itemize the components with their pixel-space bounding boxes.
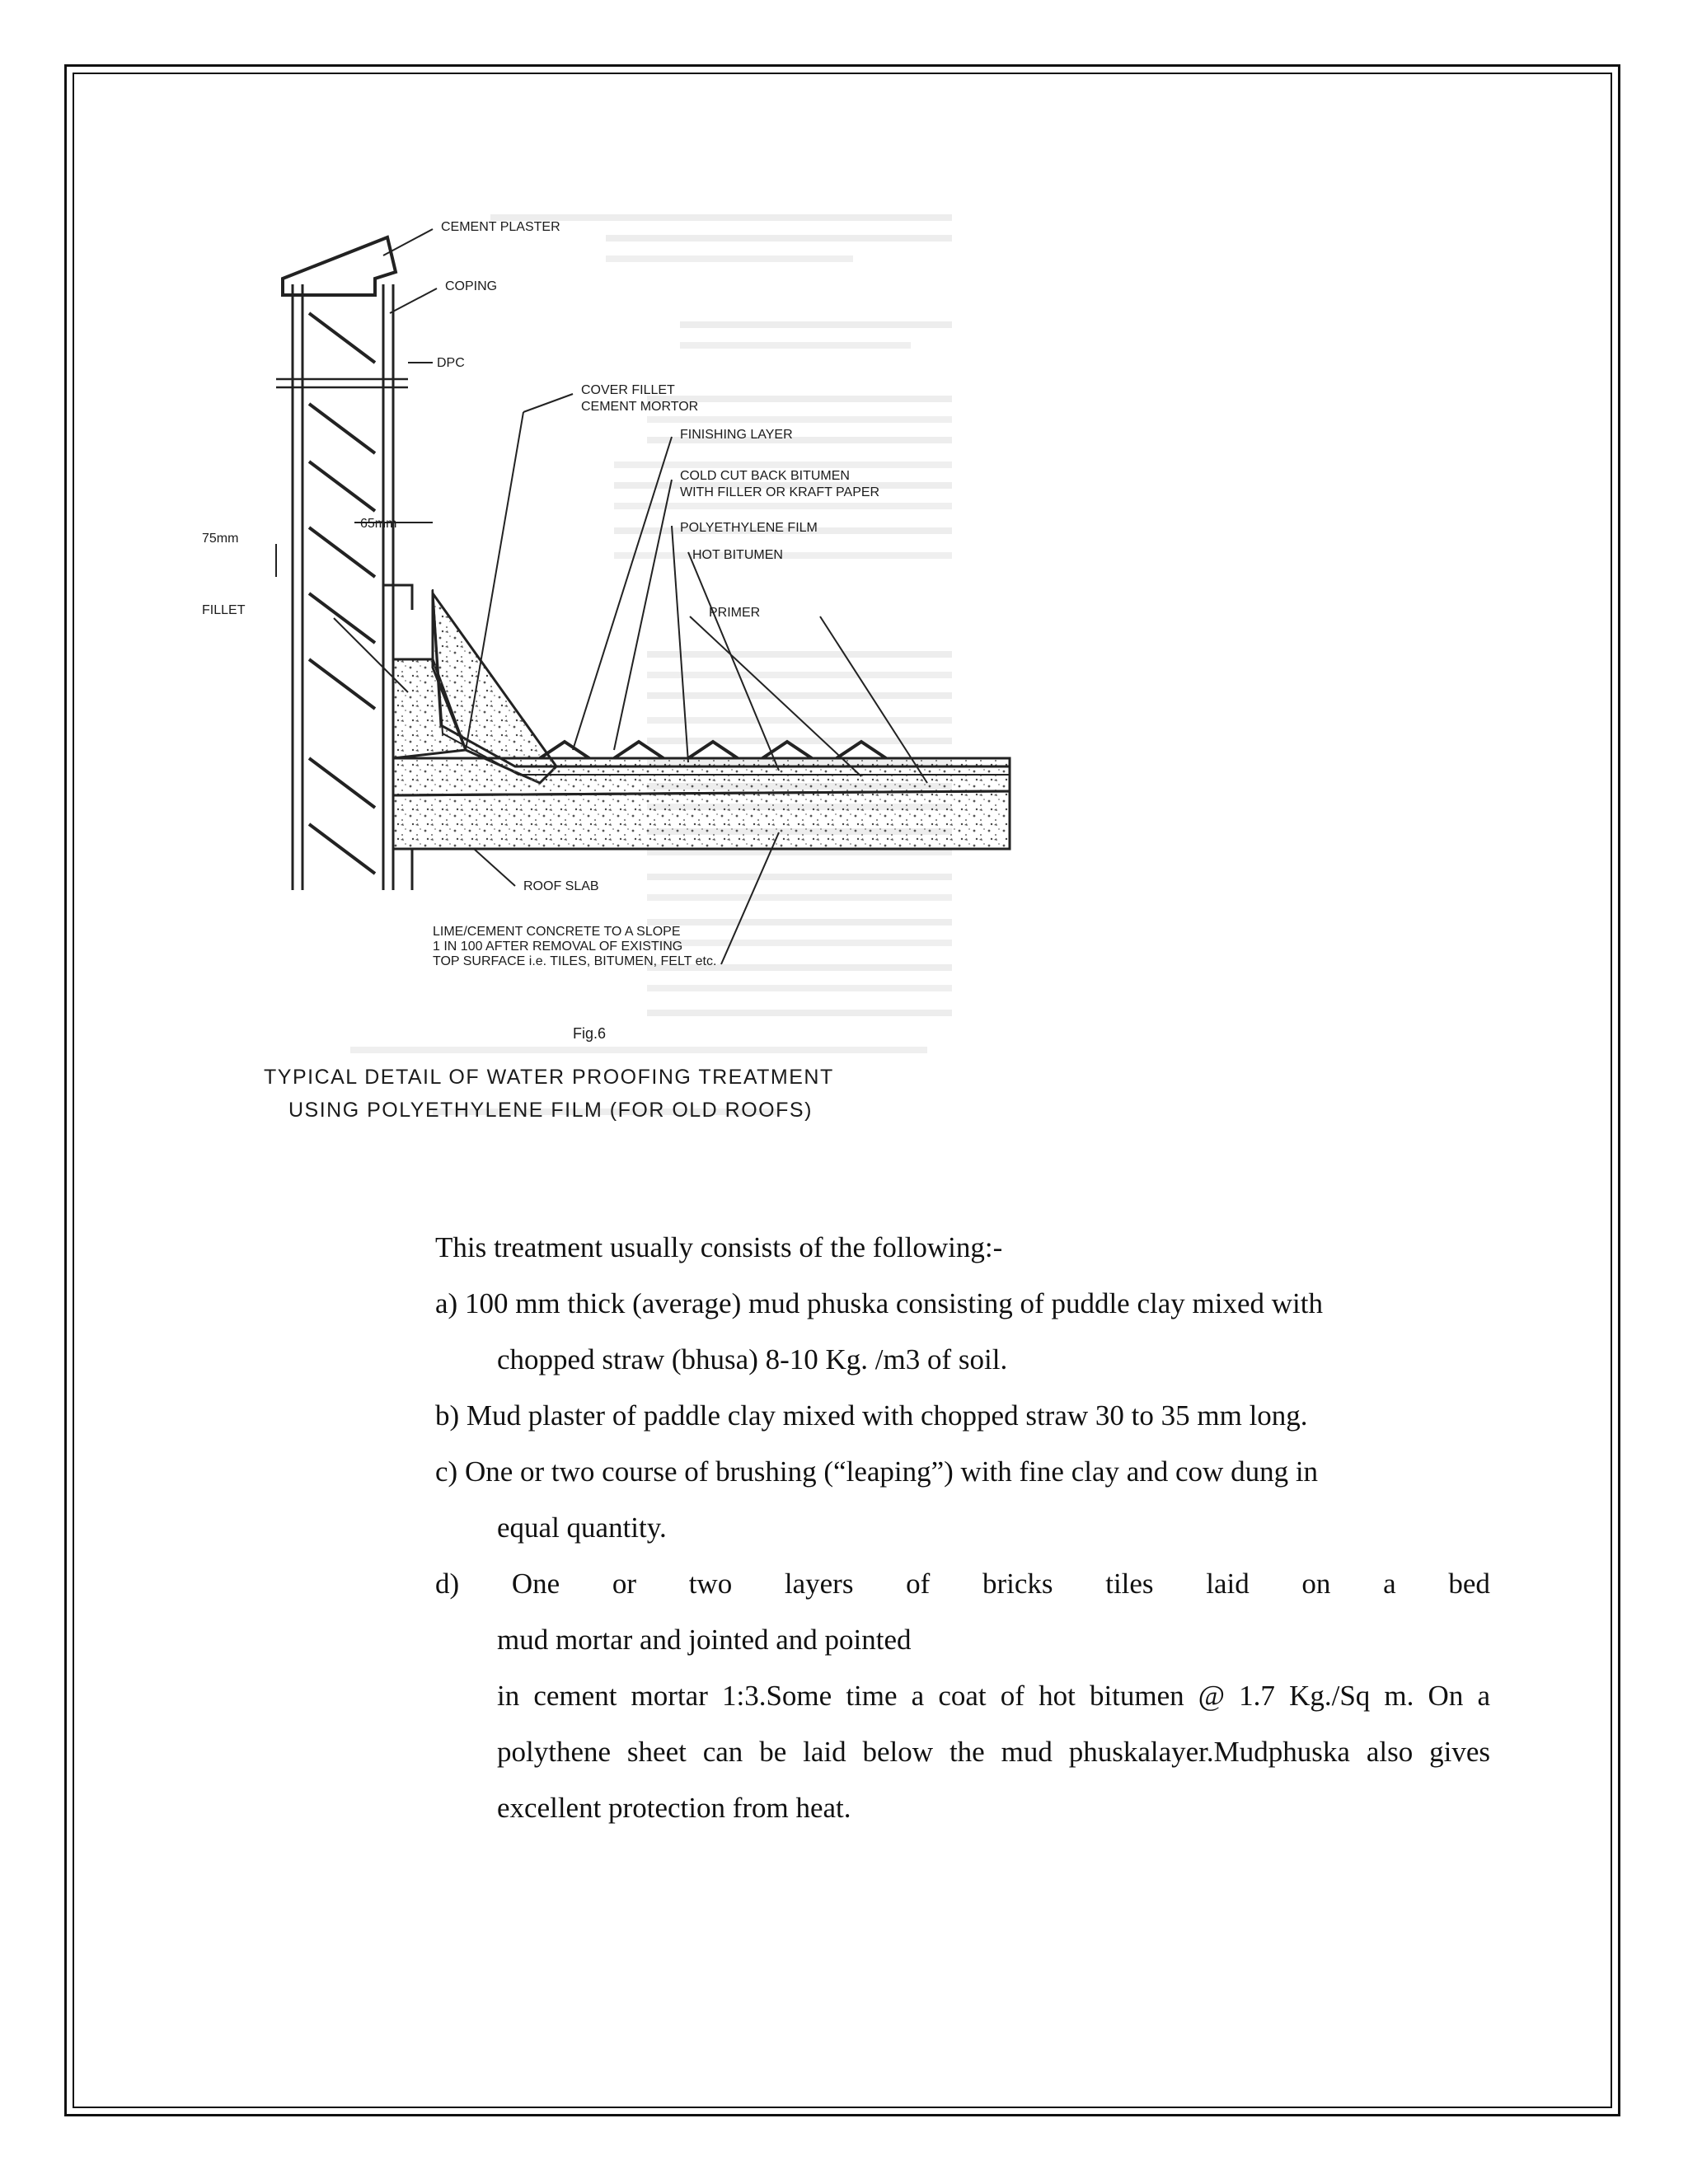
- item-d-word: layers: [784, 1568, 854, 1600]
- item-d-word: laid: [1206, 1568, 1250, 1600]
- label-cold-cut-bitumen: COLD CUT BACK BITUMEN: [680, 469, 850, 483]
- label-cement-plaster: CEMENT PLASTER: [441, 220, 560, 234]
- label-dpc: DPC: [437, 356, 465, 370]
- body-text: [435, 1220, 1490, 1836]
- list-item-d: [435, 1556, 1490, 1836]
- item-c-line1: c) One or two course of brushing (“leaping”) with fine clay and cow dung in: [435, 1455, 1319, 1488]
- item-d-word: d): [435, 1568, 460, 1600]
- item-c-line2: equal quantity.: [497, 1511, 667, 1544]
- label-roof-slab: ROOF SLAB: [523, 879, 599, 893]
- label-coping: COPING: [445, 279, 498, 293]
- item-d-line1: [435, 1556, 1490, 1612]
- label-polyethylene-film: POLYETHYLENE FILM: [680, 521, 818, 535]
- item-d-word: two: [688, 1568, 733, 1600]
- item-d-word: a: [1383, 1568, 1396, 1600]
- item-d-word: tiles: [1105, 1568, 1154, 1600]
- intro-paragraph: This treatment usually consists of the following:-: [435, 1231, 1003, 1263]
- waterproofing-figure: [185, 190, 1059, 1150]
- label-slope: 1 IN 100 AFTER REMOVAL OF EXISTING: [433, 940, 683, 954]
- figure-number: Fig.6: [573, 1025, 607, 1042]
- label-hot-bitumen: HOT BITUMEN: [692, 548, 783, 562]
- label-cover-fillet: COVER FILLET: [581, 383, 675, 397]
- list-item-c: [435, 1444, 1490, 1556]
- label-top-surface: TOP SURFACE i.e. TILES, BITUMEN, FELT etc.: [433, 954, 717, 968]
- label-cement-mortor: CEMENT MORTOR: [581, 400, 699, 414]
- label-lime-concrete: LIME/CEMENT CONCRETE TO A SLOPE: [433, 925, 681, 939]
- item-d-word: bed: [1448, 1568, 1490, 1600]
- label-primer: PRIMER: [709, 606, 761, 620]
- item-d-line3: in cement mortar 1:3.Some time a coat of hot bitumen @ 1.7 Kg./Sq m. On a polythene sheet can be laid below the mud phuskalayer.Mudphuska also gives excellent protection from heat.: [497, 1680, 1490, 1824]
- item-a-line1: a) 100 mm thick (average) mud phuska consisting of puddle clay mixed with: [435, 1287, 1323, 1319]
- item-a-line2: chopped straw (bhusa) 8-10 Kg. /m3 of soil.: [497, 1343, 1008, 1376]
- list-item-b: [435, 1388, 1490, 1444]
- figure-caption-line1: TYPICAL DETAIL OF WATER PROOFING TREATMENT: [264, 1066, 834, 1089]
- item-d-word: or: [612, 1568, 636, 1600]
- item-d-word: bricks: [982, 1568, 1053, 1600]
- item-d-word: on: [1301, 1568, 1331, 1600]
- item-d-line2: mud mortar and jointed and pointed: [497, 1624, 912, 1656]
- figure-drawing: [185, 190, 1059, 1150]
- figure-caption-line2: USING POLYETHYLENE FILM (FOR OLD ROOFS): [288, 1099, 813, 1122]
- label-75mm: 75mm: [202, 532, 239, 546]
- label-finishing-layer: FINISHING LAYER: [680, 428, 793, 442]
- label-filler-kraft: WITH FILLER OR KRAFT PAPER: [680, 485, 880, 499]
- label-fillet: FILLET: [202, 603, 246, 617]
- item-d-word: One: [511, 1568, 560, 1600]
- label-65mm: 65mm: [360, 517, 397, 531]
- list-item-a: [435, 1276, 1490, 1388]
- parapet-wall: [276, 237, 412, 890]
- item-d-word: of: [906, 1568, 931, 1600]
- item-b-text: b) Mud plaster of paddle clay mixed with chopped straw 30 to 35 mm long.: [435, 1399, 1308, 1432]
